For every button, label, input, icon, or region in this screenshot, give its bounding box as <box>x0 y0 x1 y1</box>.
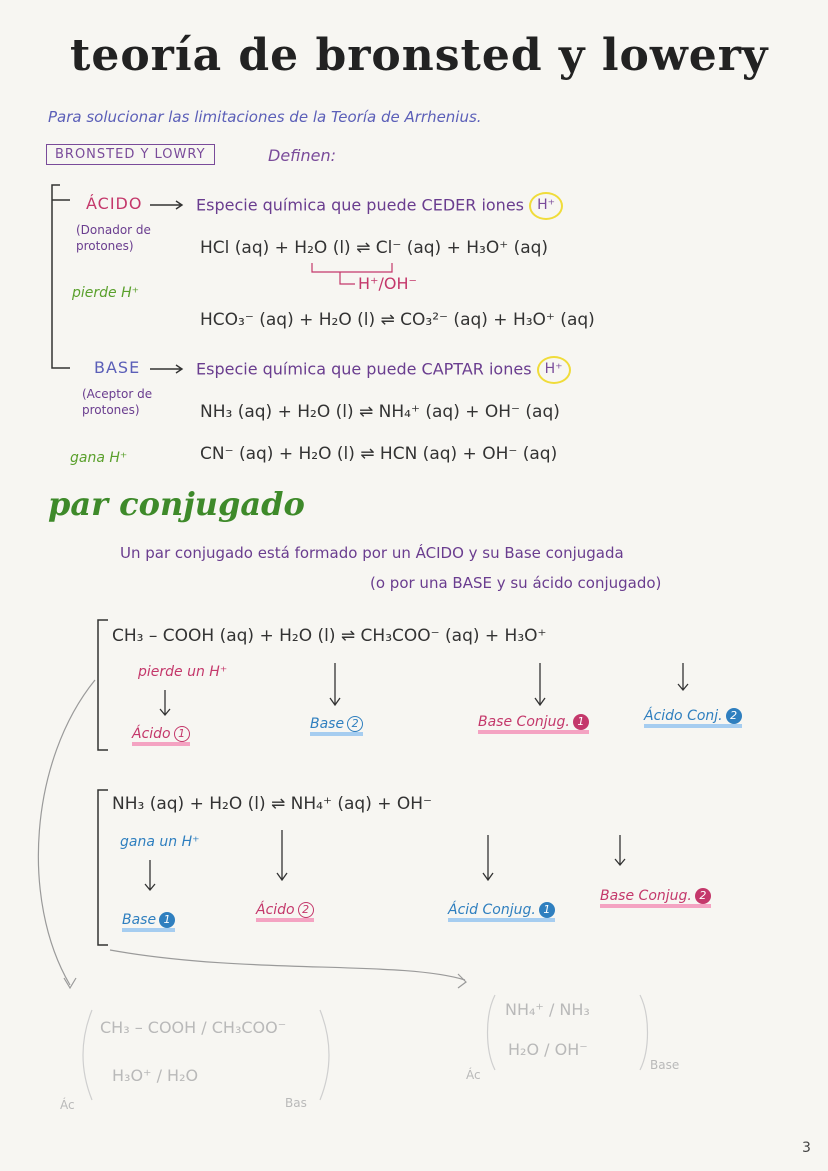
acido-term: ÁCIDO <box>86 194 143 213</box>
example-2-label-base-conj-text: Base Conjug. <box>600 888 692 904</box>
faint-pair-1-right: Bas <box>285 1096 307 1110</box>
example-1-label-base-conj-text: Base Conjug. <box>478 714 570 730</box>
example-1-note: pierde un H⁺ <box>138 664 228 680</box>
example-1-label-acido-text: Ácido <box>132 726 171 742</box>
acido-note: (Donador de protones) <box>76 223 151 253</box>
faint-pair-2-bottom: H₂O / OH⁻ <box>508 1040 588 1059</box>
example-1-label-base <box>310 716 363 736</box>
example-1-num-4: 2 <box>726 708 742 724</box>
example-1-label-base-text: Base <box>310 716 345 732</box>
example-2-num-3: 1 <box>539 902 555 918</box>
base-equation-2: CN⁻ (aq) + H₂O (l) ⇌ HCN (aq) + OH⁻ (aq) <box>200 444 558 464</box>
acido-equation-1-note: H⁺/OH⁻ <box>358 274 417 293</box>
example-2-label-base <box>122 912 175 932</box>
section-heading: par conjugado <box>48 485 305 523</box>
par-definition-line-1: Un par conjugado está formado por un ÁCIDO y su Base conjugada <box>120 544 624 562</box>
base-definition-text: Especie química que puede CAPTAR iones <box>196 359 532 379</box>
example-2-note: gana un H⁺ <box>120 834 200 850</box>
example-2-num-2: 2 <box>298 902 314 918</box>
acido-ion-circle: H⁺ <box>529 192 563 220</box>
example-1-num-3: 1 <box>573 714 589 730</box>
example-1-label-acido <box>132 726 190 746</box>
example-1-equation: CH₃ – COOH (aq) + H₂O (l) ⇌ CH₃COO⁻ (aq) + H₃O⁺ <box>112 626 547 646</box>
example-2-num-4: 2 <box>695 888 711 904</box>
acido-definition <box>196 192 563 220</box>
faint-pair-2-right: Base <box>650 1058 680 1072</box>
example-2-label-acido-conj <box>448 902 555 922</box>
base-definition <box>196 356 571 384</box>
page-title: teoría de bronsted y lowery <box>70 30 769 81</box>
base-equation-1: NH₃ (aq) + H₂O (l) ⇌ NH₄⁺ (aq) + OH⁻ (aq) <box>200 402 560 422</box>
intro-text: Para solucionar las limitaciones de la Teoría de Arrhenius. <box>48 108 482 126</box>
faint-pair-2-top: NH₄⁺ / NH₃ <box>505 1000 590 1019</box>
acido-equation-1: HCl (aq) + H₂O (l) ⇌ Cl⁻ (aq) + H₃O⁺ (aq) <box>200 238 549 258</box>
example-2-label-acido <box>256 902 314 922</box>
faint-pair-1-left: Ác <box>60 1098 75 1112</box>
example-2-label-acido-text: Ácido <box>256 902 295 918</box>
define-verb: Definen: <box>268 146 337 165</box>
example-1-label-base-conj <box>478 714 589 734</box>
example-1-label-acido-conj <box>644 708 742 728</box>
faint-pair-1-top: CH₃ – COOH / CH₃COO⁻ <box>100 1018 287 1037</box>
example-2-label-base-text: Base <box>122 912 157 928</box>
example-1-num-2: 2 <box>347 716 363 732</box>
page-number: 3 <box>802 1140 811 1156</box>
acido-equation-2: HCO₃⁻ (aq) + H₂O (l) ⇌ CO₃²⁻ (aq) + H₃O⁺ (aq) <box>200 310 595 330</box>
base-term: BASE <box>94 358 141 377</box>
par-definition-line-2: (o por una BASE y su ácido conjugado) <box>370 574 662 592</box>
acido-loses: pierde H⁺ <box>72 285 140 301</box>
example-2-equation: NH₃ (aq) + H₂O (l) ⇌ NH₄⁺ (aq) + OH⁻ <box>112 794 433 814</box>
acido-definition-text: Especie química que puede CEDER iones <box>196 195 524 215</box>
example-2-num-1: 1 <box>159 912 175 928</box>
example-1-num-1: 1 <box>174 726 190 742</box>
example-2-label-acido-conj-text: Ácid Conjug. <box>448 902 536 918</box>
example-2-label-base-conj <box>600 888 711 908</box>
base-ion-circle: H⁺ <box>537 356 571 384</box>
faint-pair-2-left: Ác <box>466 1068 481 1082</box>
base-gains: gana H⁺ <box>70 450 128 466</box>
definition-box: BRONSTED Y LOWRY <box>46 144 215 165</box>
base-note: (Aceptor de protones) <box>82 387 153 417</box>
faint-pair-1-bottom: H₃O⁺ / H₂O <box>112 1066 199 1085</box>
example-1-label-acido-conj-text: Ácido Conj. <box>644 708 723 724</box>
